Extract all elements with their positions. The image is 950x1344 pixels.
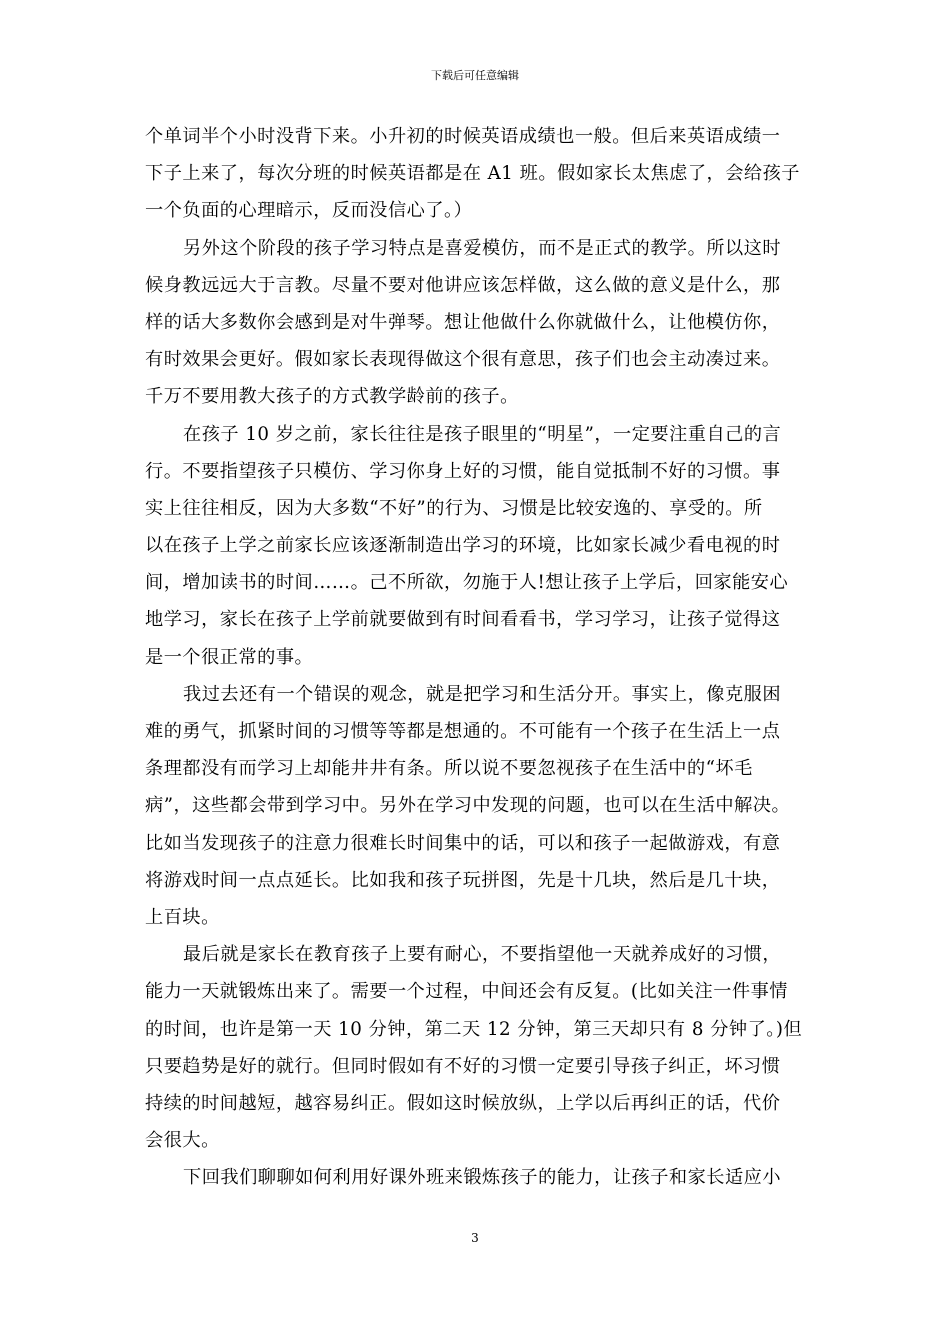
paragraph-first-line: 在孩子 10 岁之前，家长往往是孩子眼里的“明星”，一定要注重自己的言 [183, 423, 782, 445]
text-line: 千万不要用教大孩子的方式教学龄前的孩子。 [145, 386, 519, 408]
text-line: 候身教远远大于言教。尽量不要对他讲应该怎样做，这么做的意义是什么，那 [145, 274, 781, 296]
text-line: 行。不要指望孩子只模仿、学习你身上好的习惯，能自觉抵制不好的习惯。事 [145, 460, 781, 482]
page-header: 下载后可任意编辑 [431, 69, 519, 82]
text-line: 是一个很正常的事。 [145, 646, 314, 668]
paragraph-first-line: 下回我们聊聊如何利用好课外班来锻炼孩子的能力，让孩子和家长适应小 [183, 1167, 782, 1189]
text-line: 会很大。 [145, 1130, 220, 1152]
text-line: 条理都没有而学习上却能井井有条。所以说不要忽视孩子在生活中的“坏毛 [145, 758, 753, 780]
text-line: 下子上来了，每次分班的时候英语都是在 A1 班。假如家长太焦虑了，会给孩子 [145, 163, 800, 185]
text-line: 个单词半个小时没背下来。小升初的时候英语成绩也一般。但后来英语成绩一 [145, 126, 781, 147]
paragraph-first-line: 我过去还有一个错误的观念，就是把学习和生活分开。事实上，像克服困 [183, 683, 782, 705]
text-line: 地学习，家长在孩子上学前就要做到有时间看看书，学习学习，让孩子觉得这 [145, 609, 781, 631]
paragraph-first-line: 最后就是家长在教育孩子上要有耐心，不要指望他一天就养成好的习惯， [183, 944, 782, 966]
text-line: 实上往往相反，因为大多数“不好”的行为、习惯是比较安逸的、享受的。所 [145, 497, 763, 519]
text-line: 的时间，也许是第一天 10 分钟，第二天 12 分钟，第三天却只有 8 分钟了。)但 [145, 1018, 803, 1040]
page-number: 3 [471, 1231, 479, 1245]
text-line: 一个负面的心理暗示，反而没信心了。） [145, 200, 473, 222]
text-line: 上百块。 [145, 906, 220, 928]
text-line: 间，增加读书的时间……。己不所欲，勿施于人!想让孩子上学后，回家能安心 [145, 572, 789, 594]
text-line: 以在孩子上学之前家长应该逐渐制造出学习的环境，比如家长减少看电视的时 [145, 535, 781, 557]
text-line: 难的勇气，抓紧时间的习惯等等都是想通的。不可能有一个孩子在生活上一点 [145, 721, 781, 742]
body-text [145, 118, 813, 1196]
text-line: 样的话大多数你会感到是对牛弹琴。想让他做什么你就做什么，让他模仿你， [145, 311, 781, 333]
text-line: 能力一天就锻炼出来了。需要一个过程，中间还会有反复。(比如关注一件事情 [145, 981, 788, 1003]
text-line: 持续的时间越短，越容易纠正。假如这时候放纵，上学以后再纠正的话，代价 [145, 1092, 781, 1114]
paragraph-first-line: 另外这个阶段的孩子学习特点是喜爱模仿，而不是正式的教学。所以这时 [183, 237, 782, 259]
text-line: 有时效果会更好。假如家长表现得做这个很有意思，孩子们也会主动凑过来。 [145, 349, 781, 371]
text-line: 比如当发现孩子的注意力很难长时间集中的话，可以和孩子一起做游戏，有意 [145, 832, 781, 854]
text-line: 只要趋势是好的就行。但同时假如有不好的习惯一定要引导孩子纠正，坏习惯 [145, 1055, 781, 1077]
text-line: 将游戏时间一点点延长。比如我和孩子玩拼图，先是十几块，然后是几十块， [145, 869, 781, 891]
text-line: 病”，这些都会带到学习中。另外在学习中发现的问题，也可以在生活中解决。 [145, 795, 791, 817]
